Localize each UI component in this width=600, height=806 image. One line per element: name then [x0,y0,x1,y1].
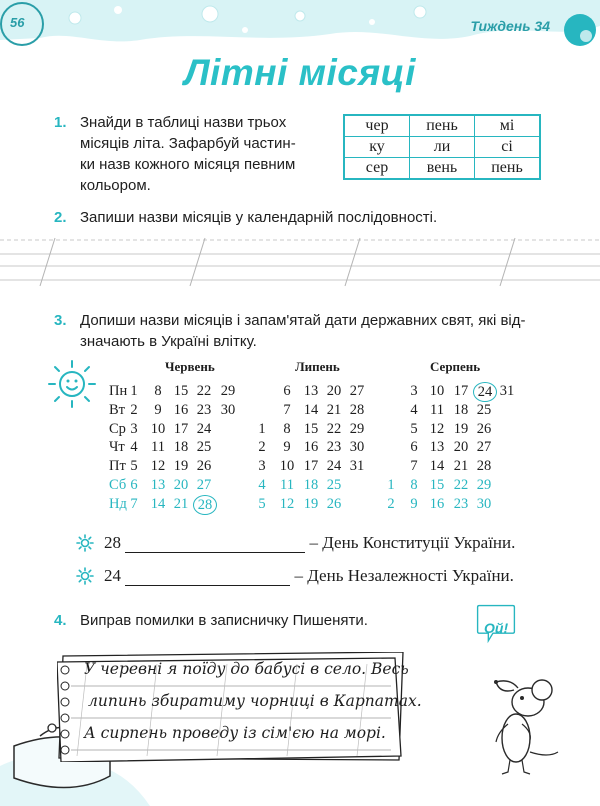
calendar-date: 11 [280,477,294,493]
calendar-date: 14 [429,458,445,475]
calendar-date: 18 [453,401,469,418]
calendar-date: 15 [429,477,445,493]
calendar-date: 17 [453,383,469,399]
calendar-date: 30 [220,401,236,418]
speech-bubble-text: Ой! [484,620,509,636]
calendar-date: 16 [429,495,445,512]
calendar-date: 26 [476,420,492,437]
calendar-date: 24 [326,458,342,475]
calendar-date: 1 [258,420,266,437]
calendar-date: 14 [150,495,166,512]
sun-bullet-icon [76,534,94,552]
day-name: Чт [109,439,125,456]
calendar-date: 23 [453,495,469,512]
calendar-date: 4 [130,439,138,456]
calendar-date: 5 [130,458,138,475]
table-row [344,158,540,180]
calendar-date: 6 [283,383,291,399]
calendar-date: 21 [453,458,469,475]
sun-bullet-icon [76,567,94,585]
calendar-date: 3 [410,383,418,399]
calendar-date: 22 [326,420,342,437]
calendar-date-circled: 24 [473,382,497,402]
calendar-date: 31 [349,458,365,475]
calendar-date: 13 [429,439,445,456]
calendar-date: 30 [476,495,492,512]
calendar-date: 26 [196,458,212,475]
calendar-date: 20 [453,439,469,456]
month-answer-field[interactable] [125,565,290,586]
calendar-date: 18 [173,439,189,456]
syllable-cell[interactable]: пень [410,115,475,137]
calendar-date: 25 [326,477,342,493]
syllable-cell[interactable]: сер [344,158,410,180]
calendar-date: 23 [326,439,342,456]
holiday-constitution [104,532,515,553]
calendar-date: 22 [453,477,469,493]
calendar-date: 1 [387,477,395,493]
task-2-number: 2. [54,209,67,226]
calendar-date: 26 [326,495,342,512]
calendar-date-circled: 28 [193,495,217,515]
calendar-date: 28 [349,401,365,418]
writing-lines[interactable] [0,232,600,288]
holiday-dash: – [309,533,318,552]
holiday-date: 28 [104,533,121,552]
calendar-date: 13 [150,477,166,493]
calendar-date: 16 [303,439,319,456]
calendar-date: 21 [173,495,189,512]
syllable-cell[interactable]: чер [344,115,410,137]
calendar-date: 19 [453,420,469,437]
calendar-date: 5 [410,420,418,437]
calendar-date: 27 [476,439,492,456]
calendar-date: 3 [130,420,138,437]
calendar-date: 7 [130,495,138,512]
calendar-date: 29 [476,477,492,493]
calendar-date: 21 [326,401,342,418]
holiday-name: День Конституції України. [322,533,516,552]
calendar-date: 9 [283,439,291,456]
calendar-date: 23 [196,401,212,418]
calendar-date: 15 [303,420,319,437]
calendar-date: 25 [476,401,492,418]
task-3-number: 3. [54,312,67,329]
calendar-date: 15 [173,383,189,399]
calendar-date: 27 [196,477,212,493]
day-name: Нд [109,495,127,512]
day-name: Пн [109,383,128,399]
month-title: Серпень [430,359,481,374]
calendar-date: 30 [349,439,365,456]
holiday-name: День Незалежності України. [307,566,514,585]
calendar-date: 2 [258,439,266,456]
note-line: У черевні я поїду до бабусі в село. Весь [84,660,409,678]
syllable-cell[interactable]: сі [475,137,541,158]
holiday-date: 24 [104,566,121,585]
task-1-number: 1. [54,114,67,131]
calendar-date: 3 [258,458,266,475]
task-2-text: Запиши назви місяців у календарній послідовності. [80,209,438,226]
calendar-date: 9 [410,495,418,512]
calendar-date: 6 [410,439,418,456]
calendar-date: 5 [258,495,266,512]
calendar-date: 12 [429,420,445,437]
calendar-date: 1 [130,383,138,399]
syllable-cell[interactable]: ли [410,137,475,158]
calendar-date: 29 [220,383,236,399]
calendar-date: 10 [279,458,295,475]
task-4-text: Виправ помилки в записничку Пишеняти. [80,612,368,629]
holiday-dash: – [294,566,303,585]
calendar-date: 18 [303,477,319,493]
task-1-line: кольором. [80,177,151,194]
calendar-date: 10 [150,420,166,437]
calendar-date: 10 [429,383,445,399]
syllable-cell[interactable]: пень [475,158,541,180]
task-1-line: місяців літа. Зафарбуй частин- [80,135,296,152]
calendar-date: 19 [173,458,189,475]
sun-icon [46,358,98,410]
calendar-date: 16 [173,401,189,418]
calendar-date: 4 [258,477,266,493]
syllable-cell[interactable]: мі [475,115,541,137]
task-1-text [80,112,296,196]
calendar-date: 14 [303,401,319,418]
month-title: Липень [295,359,340,374]
task-1-line: Знайди в таблиці назви трьох [80,114,287,131]
month-title: Червень [165,359,215,374]
calendar-date: 25 [196,439,212,456]
calendar-date: 13 [303,383,319,399]
calendar-date: 24 [196,420,212,437]
month-answer-field[interactable] [125,532,305,553]
calendar-date: 19 [303,495,319,512]
day-name: Вт [109,401,126,418]
page-number: 56 [10,15,25,30]
note-line: А сирпень проведу із сім'єю на морі. [84,724,386,742]
calendar-date: 8 [154,383,162,399]
calendar-date: 9 [154,401,162,418]
calendar-date: 12 [150,458,166,475]
day-name: Ср [109,420,126,437]
calendar-date: 7 [283,401,291,418]
table-row [344,137,540,158]
calendar-date: 8 [283,420,291,437]
task-4-number: 4. [54,612,67,629]
calendar-date: 12 [279,495,295,512]
calendar-date: 6 [130,477,138,493]
calendar-date: 8 [410,477,418,493]
day-name: Пт [109,458,126,475]
syllable-cell[interactable]: ку [344,137,410,158]
calendar-date: 2 [130,401,138,418]
calendar-date: 2 [387,495,395,512]
week-label: Тиждень 34 [470,18,550,34]
calendar-date: 11 [151,439,165,456]
calendar-date: 29 [349,420,365,437]
note-line: липинь збиратиму чорниці в Карпатах. [88,692,422,710]
calendar-date: 17 [303,458,319,475]
task-3-line: значають в Україні влітку. [80,333,257,350]
calendar-date: 28 [476,458,492,475]
calendar-date: 27 [349,383,365,399]
task-3-line: Допиши назви місяців і запам'ятай дати державних свят, які від- [80,312,526,329]
calendar-date: 20 [173,477,189,493]
task-1-line: ки назв кожного місяця певним [80,156,296,173]
syllable-cell[interactable]: вень [410,158,475,180]
calendar-date: 31 [499,383,515,399]
calendar-date: 22 [196,383,212,399]
holiday-independence [104,565,514,586]
syllable-table [343,114,541,180]
table-row [344,115,540,137]
mouse-illustration [478,662,568,778]
calendar-date: 11 [430,401,444,418]
calendar-date: 17 [173,420,189,437]
calendar-date: 20 [326,383,342,399]
page-title: Літні місяці [184,52,416,93]
task-3-text [80,310,526,352]
day-name: Сб [109,477,127,493]
calendar-date: 4 [410,401,418,418]
calendar-date: 7 [410,458,418,475]
